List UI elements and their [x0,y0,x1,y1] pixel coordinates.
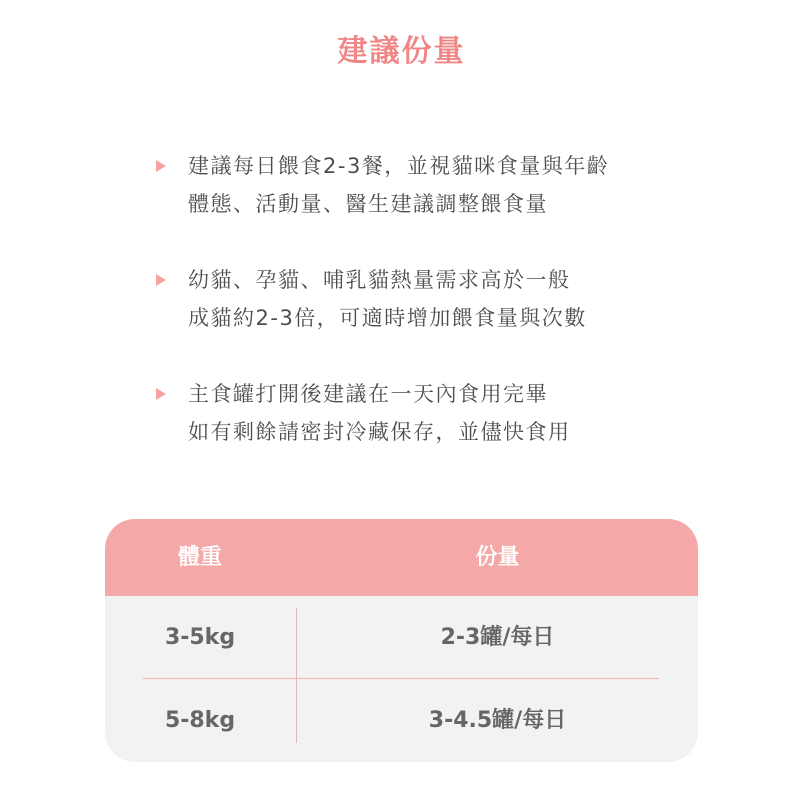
tip-text-line: 建議每日餵食2-3餐，並視貓咪食量與年齡 [188,154,610,178]
cell-portion: 2-3罐/每日 [440,625,555,650]
triangle-bullet-icon [156,160,166,172]
tip-item [150,147,710,223]
cell-weight: 5-8kg [164,708,236,733]
table-row [105,679,698,762]
page-title: 建議份量 [337,34,466,69]
tip-text-line: 體態、活動量、醫生建議調整餵食量 [188,192,548,216]
tip-text-line: 成貓約2-3倍，可適時增加餵食量與次數 [188,306,587,330]
header-portion: 份量 [475,545,520,570]
tip-text-line: 幼貓、孕貓、哺乳貓熱量需求高於一般 [188,268,571,292]
triangle-bullet-icon [156,388,166,400]
tip-item [150,261,710,337]
triangle-bullet-icon [156,274,166,286]
tip-item [150,375,710,451]
header-weight: 體重 [177,545,222,570]
table-row [105,596,698,679]
portion-table [105,519,698,762]
feeding-tips-list [150,147,710,489]
cell-weight: 3-5kg [164,625,236,650]
cell-portion: 3-4.5罐/每日 [428,708,567,733]
tip-text-line: 如有剩餘請密封冷藏保存，並儘快食用 [188,420,571,444]
tip-text-line: 主食罐打開後建議在一天內食用完畢 [188,382,548,406]
table-header [105,519,698,596]
